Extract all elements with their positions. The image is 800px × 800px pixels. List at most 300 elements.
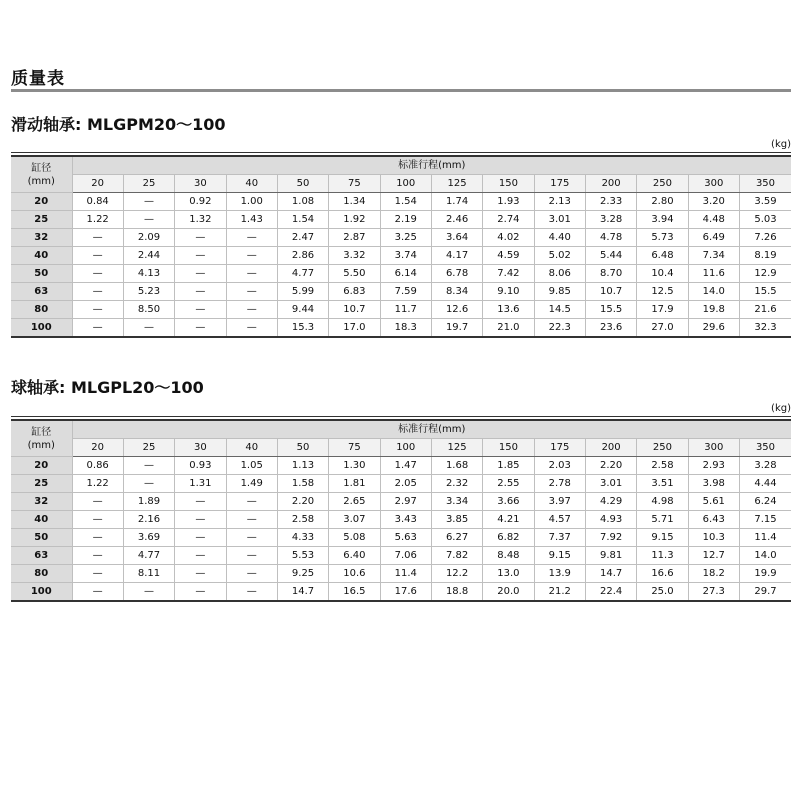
mass-cell: — (123, 583, 174, 602)
mass-cell: — (226, 301, 277, 319)
mass-cell: 5.71 (637, 511, 688, 529)
mass-cell: 4.17 (431, 247, 482, 265)
mass-cell: 2.20 (585, 457, 636, 475)
table-row (11, 583, 791, 602)
mass-cell: 17.6 (380, 583, 431, 602)
mass-cell: 4.48 (688, 211, 739, 229)
mass-cell: 1.13 (277, 457, 328, 475)
bore-cell: 32 (11, 229, 72, 247)
mass-cell: — (72, 511, 123, 529)
unit-rule (11, 416, 791, 417)
mass-cell: 3.28 (739, 457, 791, 475)
bore-cell: 40 (11, 511, 72, 529)
table-row (11, 229, 791, 247)
mass-cell: 14.7 (277, 583, 328, 602)
mass-table-ball-bearing (11, 419, 791, 602)
mass-cell: 8.70 (585, 265, 636, 283)
stroke-header: 50 (277, 439, 328, 457)
mass-cell: 9.15 (534, 547, 585, 565)
mass-cell: 8.11 (123, 565, 174, 583)
mass-cell: 3.64 (431, 229, 482, 247)
mass-cell: 14.5 (534, 301, 585, 319)
mass-cell: 3.43 (380, 511, 431, 529)
mass-cell: — (72, 493, 123, 511)
mass-cell: 16.6 (637, 565, 688, 583)
mass-cell: — (175, 301, 226, 319)
mass-cell: 2.58 (277, 511, 328, 529)
table-row (11, 475, 791, 493)
mass-cell: 1.92 (329, 211, 380, 229)
mass-cell: — (72, 247, 123, 265)
mass-cell: 3.28 (585, 211, 636, 229)
stroke-header: 75 (329, 175, 380, 193)
mass-cell: 6.14 (380, 265, 431, 283)
mass-cell: — (72, 547, 123, 565)
mass-cell: 12.2 (431, 565, 482, 583)
section-title-ball-bearing: 球轴承: MLGPL20～100 (11, 378, 204, 397)
mass-cell: 2.03 (534, 457, 585, 475)
mass-cell: 12.9 (739, 265, 791, 283)
bore-cell: 63 (11, 283, 72, 301)
mass-cell: 17.9 (637, 301, 688, 319)
bore-header-label: 缸径 (31, 162, 52, 174)
mass-cell: 2.93 (688, 457, 739, 475)
mass-cell: 2.13 (534, 193, 585, 211)
mass-cell: 5.44 (585, 247, 636, 265)
mass-cell: 5.08 (329, 529, 380, 547)
mass-cell: 4.40 (534, 229, 585, 247)
mass-cell: 2.44 (123, 247, 174, 265)
mass-cell: 11.4 (739, 529, 791, 547)
mass-cell: 9.81 (585, 547, 636, 565)
stroke-header: 50 (277, 175, 328, 193)
mass-cell: 1.89 (123, 493, 174, 511)
mass-cell: 10.7 (585, 283, 636, 301)
mass-cell: 4.02 (483, 229, 534, 247)
bore-cell: 80 (11, 301, 72, 319)
mass-cell: 18.3 (380, 319, 431, 338)
mass-cell: 7.34 (688, 247, 739, 265)
mass-cell: 1.00 (226, 193, 277, 211)
stroke-header: 250 (637, 175, 688, 193)
mass-cell: 4.13 (123, 265, 174, 283)
mass-cell: 13.0 (483, 565, 534, 583)
mass-cell: 8.19 (739, 247, 791, 265)
mass-cell: 2.33 (585, 193, 636, 211)
mass-cell: 1.34 (329, 193, 380, 211)
mass-cell: — (226, 247, 277, 265)
mass-cell: 3.97 (534, 493, 585, 511)
mass-cell: 7.37 (534, 529, 585, 547)
mass-cell: — (226, 547, 277, 565)
mass-cell: 21.2 (534, 583, 585, 602)
mass-cell: 7.26 (739, 229, 791, 247)
mass-cell: — (175, 283, 226, 301)
mass-cell: 1.68 (431, 457, 482, 475)
mass-cell: — (226, 511, 277, 529)
mass-cell: 9.85 (534, 283, 585, 301)
mass-cell: 6.78 (431, 265, 482, 283)
stroke-header: 20 (72, 439, 123, 457)
mass-cell: — (226, 229, 277, 247)
unit-label: (kg) (771, 403, 791, 414)
mass-cell: 17.0 (329, 319, 380, 338)
stroke-header: 175 (534, 175, 585, 193)
mass-cell: — (72, 583, 123, 602)
stroke-header: 25 (123, 175, 174, 193)
mass-cell: 0.92 (175, 193, 226, 211)
mass-cell: 7.06 (380, 547, 431, 565)
mass-cell: 8.48 (483, 547, 534, 565)
mass-cell: 15.3 (277, 319, 328, 338)
mass-cell: 2.55 (483, 475, 534, 493)
mass-cell: — (72, 265, 123, 283)
mass-cell: 22.3 (534, 319, 585, 338)
mass-cell: 1.43 (226, 211, 277, 229)
mass-cell: 3.98 (688, 475, 739, 493)
bore-header (11, 420, 72, 457)
mass-cell: 2.86 (277, 247, 328, 265)
section-title-sliding-bearing: 滑动轴承: MLGPM20～100 (11, 115, 226, 134)
bore-cell: 100 (11, 583, 72, 602)
table-row (11, 301, 791, 319)
mass-cell: 2.65 (329, 493, 380, 511)
table-row (11, 547, 791, 565)
mass-cell: 5.03 (739, 211, 791, 229)
mass-cell: 27.3 (688, 583, 739, 602)
mass-cell: — (72, 301, 123, 319)
mass-cell: 4.98 (637, 493, 688, 511)
mass-cell: 9.10 (483, 283, 534, 301)
table-row (11, 283, 791, 301)
mass-cell: 0.84 (72, 193, 123, 211)
mass-cell: 2.09 (123, 229, 174, 247)
mass-cell: 3.20 (688, 193, 739, 211)
mass-cell: 3.85 (431, 511, 482, 529)
mass-cell: 3.66 (483, 493, 534, 511)
mass-cell: — (72, 565, 123, 583)
mass-cell: 11.4 (380, 565, 431, 583)
mass-cell: 0.86 (72, 457, 123, 475)
mass-cell: — (72, 229, 123, 247)
mass-cell: 18.8 (431, 583, 482, 602)
mass-cell: — (175, 247, 226, 265)
mass-cell: 1.30 (329, 457, 380, 475)
mass-cell: 5.61 (688, 493, 739, 511)
mass-cell: 5.53 (277, 547, 328, 565)
mass-cell: 1.81 (329, 475, 380, 493)
mass-cell: 3.01 (585, 475, 636, 493)
bore-cell: 50 (11, 529, 72, 547)
mass-cell: 19.7 (431, 319, 482, 338)
mass-cell: 27.0 (637, 319, 688, 338)
mass-cell: 10.6 (329, 565, 380, 583)
mass-cell: — (72, 283, 123, 301)
mass-cell: 2.80 (637, 193, 688, 211)
mass-cell: 12.5 (637, 283, 688, 301)
mass-cell: 6.24 (739, 493, 791, 511)
mass-cell: 12.6 (431, 301, 482, 319)
mass-cell: 3.74 (380, 247, 431, 265)
mass-cell: 4.78 (585, 229, 636, 247)
mass-cell: 6.27 (431, 529, 482, 547)
table-row (11, 511, 791, 529)
mass-cell: 2.46 (431, 211, 482, 229)
bore-cell: 100 (11, 319, 72, 338)
stroke-header: 200 (585, 439, 636, 457)
mass-cell: 1.58 (277, 475, 328, 493)
mass-cell: 2.74 (483, 211, 534, 229)
mass-cell: 2.87 (329, 229, 380, 247)
mass-cell: — (226, 583, 277, 602)
mass-cell: 19.8 (688, 301, 739, 319)
mass-cell: 2.19 (380, 211, 431, 229)
mass-cell: 6.48 (637, 247, 688, 265)
mass-cell: 1.05 (226, 457, 277, 475)
mass-cell: 7.42 (483, 265, 534, 283)
mass-cell: 21.6 (739, 301, 791, 319)
mass-table-sliding-bearing (11, 155, 791, 338)
bore-header (11, 156, 72, 193)
stroke-header: 250 (637, 439, 688, 457)
mass-cell: 6.43 (688, 511, 739, 529)
bore-cell: 20 (11, 457, 72, 475)
mass-cell: 5.02 (534, 247, 585, 265)
mass-cell: — (226, 565, 277, 583)
mass-cell: — (175, 493, 226, 511)
mass-cell: — (72, 319, 123, 338)
mass-cell: 19.9 (739, 565, 791, 583)
mass-cell: 11.7 (380, 301, 431, 319)
mass-cell: 3.07 (329, 511, 380, 529)
stroke-header: 200 (585, 175, 636, 193)
title-rule (11, 89, 791, 92)
mass-cell: 1.93 (483, 193, 534, 211)
mass-cell: 2.32 (431, 475, 482, 493)
mass-cell: 8.50 (123, 301, 174, 319)
mass-cell: 20.0 (483, 583, 534, 602)
mass-cell: 3.25 (380, 229, 431, 247)
stroke-header: 20 (72, 175, 123, 193)
bore-cell: 40 (11, 247, 72, 265)
bore-cell: 80 (11, 565, 72, 583)
mass-cell: 7.15 (739, 511, 791, 529)
stroke-group-header: 标准行程(mm) (72, 156, 791, 175)
bore-header-unit: (mm) (27, 439, 55, 451)
mass-cell: 1.85 (483, 457, 534, 475)
table-row (11, 529, 791, 547)
mass-cell: 5.50 (329, 265, 380, 283)
mass-cell: 9.25 (277, 565, 328, 583)
mass-cell: 4.57 (534, 511, 585, 529)
mass-cell: 12.7 (688, 547, 739, 565)
bore-cell: 63 (11, 547, 72, 565)
mass-cell: 10.4 (637, 265, 688, 283)
stroke-header: 30 (175, 439, 226, 457)
table-row (11, 247, 791, 265)
unit-label: (kg) (771, 139, 791, 150)
mass-cell: — (175, 511, 226, 529)
mass-cell: — (226, 319, 277, 338)
mass-cell: 4.59 (483, 247, 534, 265)
bore-header-unit: (mm) (27, 175, 55, 187)
unit-rule (11, 152, 791, 153)
mass-cell: — (226, 529, 277, 547)
stroke-header: 175 (534, 439, 585, 457)
mass-cell: 5.99 (277, 283, 328, 301)
mass-cell: 1.49 (226, 475, 277, 493)
table-row (11, 193, 791, 211)
mass-cell: 23.6 (585, 319, 636, 338)
mass-cell: 1.08 (277, 193, 328, 211)
stroke-header: 40 (226, 175, 277, 193)
mass-cell: 10.3 (688, 529, 739, 547)
mass-cell: 21.0 (483, 319, 534, 338)
mass-cell: 8.06 (534, 265, 585, 283)
mass-cell: 3.59 (739, 193, 791, 211)
mass-cell: — (123, 211, 174, 229)
mass-cell: 1.54 (277, 211, 328, 229)
mass-cell: 1.74 (431, 193, 482, 211)
stroke-header: 75 (329, 439, 380, 457)
mass-cell: 11.3 (637, 547, 688, 565)
mass-cell: 6.82 (483, 529, 534, 547)
mass-cell: 29.7 (739, 583, 791, 602)
mass-cell: 4.77 (123, 547, 174, 565)
mass-cell: 9.44 (277, 301, 328, 319)
mass-cell: 32.3 (739, 319, 791, 338)
mass-cell: 4.44 (739, 475, 791, 493)
mass-cell: 0.93 (175, 457, 226, 475)
mass-cell: 13.6 (483, 301, 534, 319)
mass-cell: 7.82 (431, 547, 482, 565)
mass-cell: 1.31 (175, 475, 226, 493)
stroke-header: 30 (175, 175, 226, 193)
bore-cell: 20 (11, 193, 72, 211)
bore-cell: 50 (11, 265, 72, 283)
mass-cell: — (175, 265, 226, 283)
mass-cell: 4.29 (585, 493, 636, 511)
mass-cell: 1.22 (72, 211, 123, 229)
mass-cell: 1.22 (72, 475, 123, 493)
mass-cell: — (123, 457, 174, 475)
stroke-header: 350 (739, 439, 791, 457)
table-row (11, 493, 791, 511)
mass-cell: 7.92 (585, 529, 636, 547)
stroke-header: 125 (431, 439, 482, 457)
stroke-header: 40 (226, 439, 277, 457)
bore-cell: 25 (11, 475, 72, 493)
mass-cell: 9.15 (637, 529, 688, 547)
mass-cell: 2.47 (277, 229, 328, 247)
mass-cell: 4.77 (277, 265, 328, 283)
table-row (11, 265, 791, 283)
stroke-header: 300 (688, 439, 739, 457)
mass-cell: 14.7 (585, 565, 636, 583)
mass-cell: 2.58 (637, 457, 688, 475)
mass-cell: — (226, 283, 277, 301)
mass-cell: 22.4 (585, 583, 636, 602)
mass-cell: 6.83 (329, 283, 380, 301)
mass-cell: 1.47 (380, 457, 431, 475)
mass-cell: 1.32 (175, 211, 226, 229)
mass-cell: 25.0 (637, 583, 688, 602)
mass-cell: 2.16 (123, 511, 174, 529)
stroke-header: 25 (123, 439, 174, 457)
mass-cell: — (175, 583, 226, 602)
stroke-header: 125 (431, 175, 482, 193)
mass-cell: 2.20 (277, 493, 328, 511)
mass-cell: 15.5 (739, 283, 791, 301)
mass-cell: — (175, 547, 226, 565)
mass-cell: — (123, 319, 174, 338)
mass-cell: 5.73 (637, 229, 688, 247)
mass-cell: 2.05 (380, 475, 431, 493)
mass-cell: 8.34 (431, 283, 482, 301)
mass-cell: 4.93 (585, 511, 636, 529)
stroke-header: 150 (483, 175, 534, 193)
page-title: 质量表 (11, 69, 65, 89)
table-row (11, 211, 791, 229)
mass-cell: 4.21 (483, 511, 534, 529)
mass-cell: 3.32 (329, 247, 380, 265)
mass-cell: 11.6 (688, 265, 739, 283)
mass-cell: — (175, 565, 226, 583)
mass-cell: — (72, 529, 123, 547)
mass-cell: 6.40 (329, 547, 380, 565)
table-row (11, 565, 791, 583)
mass-cell: 3.34 (431, 493, 482, 511)
bore-cell: 32 (11, 493, 72, 511)
mass-cell: 14.0 (688, 283, 739, 301)
stroke-header: 350 (739, 175, 791, 193)
mass-cell: 2.78 (534, 475, 585, 493)
mass-cell: 5.23 (123, 283, 174, 301)
mass-cell: — (123, 475, 174, 493)
mass-cell: — (123, 193, 174, 211)
mass-cell: 15.5 (585, 301, 636, 319)
mass-cell: 7.59 (380, 283, 431, 301)
stroke-header: 150 (483, 439, 534, 457)
stroke-group-header: 标准行程(mm) (72, 420, 791, 439)
mass-cell: 4.33 (277, 529, 328, 547)
mass-cell: — (226, 493, 277, 511)
mass-cell: 18.2 (688, 565, 739, 583)
mass-cell: 29.6 (688, 319, 739, 338)
mass-cell: — (175, 529, 226, 547)
stroke-header: 100 (380, 175, 431, 193)
mass-cell: — (175, 229, 226, 247)
stroke-header: 300 (688, 175, 739, 193)
stroke-header: 100 (380, 439, 431, 457)
table-row (11, 457, 791, 475)
mass-cell: 3.69 (123, 529, 174, 547)
mass-cell: 13.9 (534, 565, 585, 583)
mass-cell: 16.5 (329, 583, 380, 602)
mass-cell: 3.01 (534, 211, 585, 229)
mass-cell: 10.7 (329, 301, 380, 319)
mass-cell: 2.97 (380, 493, 431, 511)
mass-cell: 3.94 (637, 211, 688, 229)
mass-cell: 14.0 (739, 547, 791, 565)
bore-header-label: 缸径 (31, 426, 52, 438)
mass-cell: 5.63 (380, 529, 431, 547)
mass-cell: 1.54 (380, 193, 431, 211)
bore-cell: 25 (11, 211, 72, 229)
mass-cell: 3.51 (637, 475, 688, 493)
mass-cell: — (175, 319, 226, 338)
mass-cell: — (226, 265, 277, 283)
